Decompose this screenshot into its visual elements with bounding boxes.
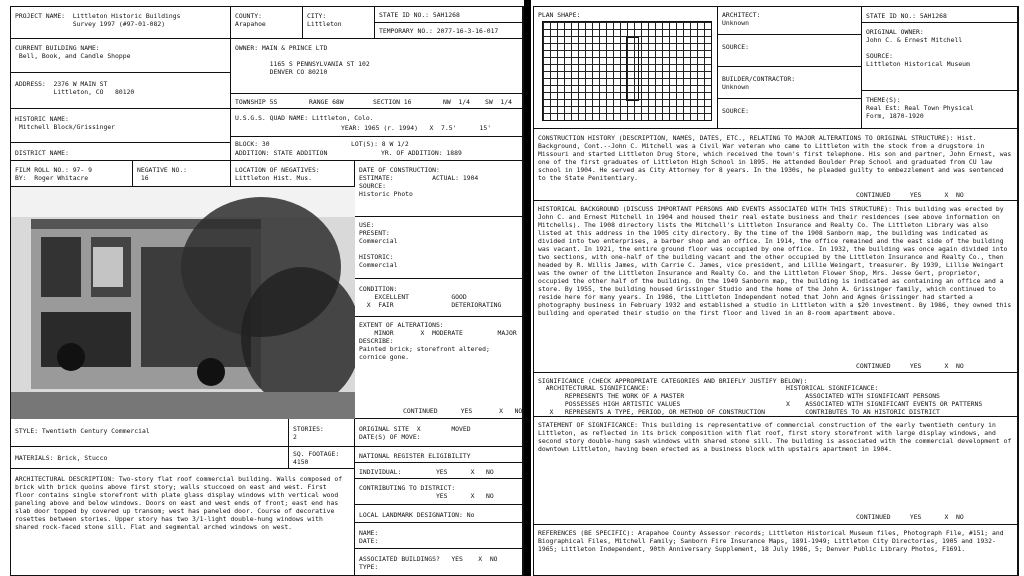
significance-header: SIGNIFICANCE (CHECK APPROPRIATE CATEGORIES AND BRIEFLY JUSTIFY BELOW): xyxy=(538,377,808,385)
historic-name: HISTORIC NAME: Mitchell Block/Grissinger xyxy=(15,115,116,131)
builder-box xyxy=(718,67,862,99)
historical-background-box xyxy=(534,201,1018,373)
negative-box xyxy=(133,161,231,187)
negative-no: NEGATIVE NO.: 16 xyxy=(137,166,188,182)
addition: ADDITION: STATE ADDITION xyxy=(235,149,328,157)
extent-of-alterations: EXTENT OF ALTERATIONS: MINOR X MODERATE MAJOR DESCRIBE: Painted brick; storefront altered; cornice gone. xyxy=(359,321,517,361)
state-id-2: STATE ID NO.: 5AH1268 xyxy=(866,12,947,20)
original-site: ORIGINAL SITE X MOVED DATE(S) OF MOVE: xyxy=(359,425,471,441)
architect-box xyxy=(718,7,862,35)
plan-shape-box xyxy=(534,7,718,129)
builder-contractor: BUILDER/CONTRACTOR: Unknown xyxy=(722,75,796,91)
district-name: DISTRICT NAME: xyxy=(15,149,69,157)
inventory-form-page-2 xyxy=(533,6,1019,576)
quad-year: YEAR: 1965 (r. 1994) X 7.5' 15' xyxy=(341,124,492,132)
use: USE: PRESENT: Commercial HISTORIC: Commercial xyxy=(359,221,398,269)
state-id-box xyxy=(375,7,523,23)
sq-footage: SQ. FOOTAGE: 4150 xyxy=(293,450,340,466)
arch-description-box xyxy=(11,469,355,576)
use-box xyxy=(355,217,523,279)
nw-quarter: NW 1/4 xyxy=(443,98,470,106)
continued-c: CONTINUED YES X NO xyxy=(856,513,964,521)
condition-box xyxy=(355,279,523,317)
individual: INDIVIDUAL: YES X NO xyxy=(359,468,494,476)
associated-buildings: ASSOCIATED BUILDINGS? YES X NO TYPE: xyxy=(359,555,498,571)
county-box xyxy=(231,7,303,39)
sw-quarter: SW 1/4 xyxy=(485,98,512,106)
page-divider xyxy=(524,0,531,576)
contributing-to-district: CONTRIBUTING TO DISTRICT: YES X NO xyxy=(359,484,494,500)
temporary-no: TEMPORARY NO.: 2077-16-3-16-017 xyxy=(379,27,499,35)
source-1: SOURCE: xyxy=(722,43,749,51)
nr-eligibility-box xyxy=(355,447,523,463)
historic-name-box xyxy=(11,109,231,143)
plan-footprint xyxy=(626,37,639,101)
yr-of-addition: YR. OF ADDITION: 1889 xyxy=(381,149,462,157)
construction-date: DATE OF CONSTRUCTION: ESTIMATE: ACTUAL: 1904 SOURCE: Historic Photo xyxy=(359,166,479,198)
city-box xyxy=(303,7,375,39)
associated-buildings-box xyxy=(355,549,523,576)
historical-background: HISTORICAL BACKGROUND (DISCUSS IMPORTANT PERSONS AND EVENTS ASSOCIATED WITH THIS STRUCTURE): This building was erected by John C. and Ernest Mitchell in 1904 and housed their real estate business and their residences (see above information on Mitchells). The 1908 directory lists the Mitchell's Littleton Insurance and Realty Co. The Littleton Library was also listed at this address in the 1905 city directory. By the time of the 1908 Sanborn map, the building was indicated as divided into two enterprises, a barber shop and an office. In 1914, the office remained and the east side of the building was vacant. In 1921, the entire ground floor was occupied by one office. In 1932, the building was once again divided into two sections, with one-half of the building vacant and the other occupied by the Littleton Insurance and Realty Co., then headed by R. Willis James, with Carrie C. James, vice president, and Lillie Weingart, treasurer. By 1939, Lillie Weingart was the owner of the Littleton Insurance and Realty Co. and the Littleton Flower Shop, Mrs. Jesse Gert, proprietor, occupied the other half of the building. On the 1949 Sanborn map, the building is indicated as containing an office and a store. By 1955, the building housed Grissinger Studio and the home of the John A. Grissinger family, which continued to reside here for many years. In 1986, the Littleton Independent noted that John and Agnes Grissinger had started a photography business in February 1932 and established a studio in Littleton with a $20 investment. By 1986, they owned this building and operated their studio on the first floor and lived in an 8-room apartment above. xyxy=(538,205,1012,317)
landmark-name-date: NAME: DATE: xyxy=(359,529,379,545)
continued-1: CONTINUED YES X NO xyxy=(403,407,523,415)
themes: THEME(S): Real Est: Real Town Physical Form, 1870-1920 xyxy=(866,96,974,120)
individual-box xyxy=(355,463,523,479)
current-name-box xyxy=(11,39,231,73)
source-1-box xyxy=(718,35,862,67)
film-roll-box xyxy=(11,161,133,187)
materials-box xyxy=(11,447,289,469)
landmark-name-date-box xyxy=(355,523,523,549)
quad-box xyxy=(231,109,523,137)
stories: STORIES: 2 xyxy=(293,425,324,441)
project-name: PROJECT NAME: Littleton Historic Buildings Survey 1997 (#97-01-082) xyxy=(15,12,181,28)
current-building-name: CURRENT BUILDING NAME: Bell, Book, and Candle Shoppe xyxy=(15,44,131,60)
alterations-box xyxy=(355,317,523,419)
materials: MATERIALS: Brick, Stucco xyxy=(15,454,108,462)
local-landmark-box xyxy=(355,505,523,523)
original-site-box xyxy=(355,419,523,447)
style-box xyxy=(11,419,289,447)
stories-box xyxy=(289,419,355,447)
significance-box xyxy=(534,373,1018,417)
range: RANGE 68W xyxy=(309,98,344,106)
township: TOWNSHIP 5S xyxy=(235,98,278,106)
owner-box xyxy=(231,39,523,94)
district-name-box xyxy=(11,143,231,161)
lots: LOT(S): 8 W 1/2 xyxy=(351,140,409,148)
construction-date-box xyxy=(355,161,523,217)
construction-history: CONSTRUCTION HISTORY (DESCRIPTION, NAMES, DATES, ETC., RELATING TO MAJOR ALTERATIONS TO ORIGINAL STRUCTURE): Hist. Background, Cont.--John C. Mitchell was a Civil War veteran who came to Littleton with the stock from a drugstore in Missouri and started Littleton Drug Store, which received the town's first telephone. His son and partner, John Ernest, was one of the first graduates of Littleton High School in 1895. He attended Boulder Prep School and graduated from CU law school in 1904. He served as City Attorney for 8 years. In the 1930s, he pleaded guilty to embezzlement and was sentenced to the State Penitentiary. xyxy=(538,134,1012,182)
block: BLOCK: 30 xyxy=(235,140,270,148)
plan-shape-label: PLAN SHAPE: xyxy=(538,11,581,19)
inventory-form-page-1 xyxy=(10,6,524,576)
film-roll: FILM ROLL NO.: 97- 9 BY: Roger Whitacre xyxy=(15,166,92,182)
building-photo xyxy=(11,187,355,419)
condition: CONDITION: EXCELLENT GOOD X FAIR DETERIORATING xyxy=(359,285,502,309)
township-box xyxy=(231,94,523,109)
county: COUNTY: Arapahoe xyxy=(235,12,266,28)
theme-box xyxy=(862,91,1018,129)
section: SECTION 16 xyxy=(373,98,412,106)
architect: ARCHITECT: Unknown xyxy=(722,11,761,27)
address-box xyxy=(11,73,231,109)
sq-footage-box xyxy=(289,447,355,469)
references-box xyxy=(534,525,1018,576)
state-id-box-2 xyxy=(862,7,1018,23)
city: CITY: Littleton xyxy=(307,12,342,28)
original-owner-box xyxy=(862,23,1018,91)
building-photo-image xyxy=(11,187,355,419)
address: ADDRESS: 2376 W MAIN ST Littleton, CO 80120 xyxy=(15,80,135,96)
construction-history-box xyxy=(534,129,1018,201)
source-2-box xyxy=(718,99,862,129)
architectural-description: ARCHITECTURAL DESCRIPTION: Two-story flat roof commercial building. Walls composed of brick with brick quoins above first story; walls stuccoed on east and west. First floor contains single storefront with plate glass display windows with vertical wood paneling above and below windows. Doors on east and west ends of front; east end has slab door topped by covered up transom; west has paneled door. Course of decorative rosettes between stories. Upper story has two 3/1-light double-hung windows with shared rock-faced stone sill. Flat and segmental arched windows on west. xyxy=(15,475,343,531)
references: REFERENCES (BE SPECIFIC): Arapahoe County Assessor records; Littleton Historical Museum files, Photograph File, #151; and Biographical Files, Mitchell Family; Sanborn Fire Insurance Maps, 1891-1949; Littleton City Directories, 1905 and 1932-1965; Littleton Independent, 90th Anniversary Supplement, 18 July 1986, 5; Denver Public Library Photos, F1691. xyxy=(538,529,1004,553)
temporary-no-box xyxy=(375,23,523,39)
style: STYLE: Twentieth Century Commercial xyxy=(15,427,150,435)
negative-location: LOCATION OF NEGATIVES: Littleton Hist. Mus. xyxy=(235,166,320,182)
historical-significance: HISTORICAL SIGNIFICANCE: ASSOCIATED WITH SIGNIFICANT PERSONS X ASSOCIATED WITH SIGNIFICANT EVENTS OR PATTERNS CONTRIBUTES TO AN HISTORIC DISTRICT xyxy=(786,384,983,416)
statement-box xyxy=(534,417,1018,525)
statement-of-significance: STATEMENT OF SIGNIFICANCE: This building is representative of commercial construction of the early twentieth century in Littleton, as reflected in its brick composition with flat roof, first story storefront with large display windows, and second story double-hung sash windows with shared stone sill. The building is associated with the commercial development of downtown Littleton, having been erected as a business block with upstairs apartment in 1904. xyxy=(538,421,1012,453)
continued-a: CONTINUED YES X NO xyxy=(856,191,964,199)
local-landmark: LOCAL LANDMARK DESIGNATION: No xyxy=(359,511,475,519)
state-id: STATE ID NO.: 5AH1268 xyxy=(379,11,460,19)
contributing-box xyxy=(355,479,523,505)
architectural-significance: ARCHITECTURAL SIGNIFICANCE: REPRESENTS THE WORK OF A MASTER POSSESSES HIGH ARTISTIC VALUES X REPRESENTS A TYPE, PERIOD, OR METHOD OF CONSTRUCTION xyxy=(545,384,766,416)
original-owner: ORIGINAL OWNER: John C. & Ernest Mitchell SOURCE: Littleton Historical Museum xyxy=(866,28,970,68)
block-box xyxy=(231,137,523,161)
owner: OWNER: MAIN & PRINCE LTD 1165 S PENNSYLVANIA ST 102 DENVER CO 80210 xyxy=(235,44,370,76)
source-2: SOURCE: xyxy=(722,107,749,115)
usgs-quad: U.S.G.S. QUAD NAME: Littleton, Colo. xyxy=(235,114,374,122)
project-name-box xyxy=(11,7,231,39)
continued-b: CONTINUED YES X NO xyxy=(856,362,964,370)
nr-eligibility: NATIONAL REGISTER ELIGIBILITY xyxy=(359,452,471,460)
neg-location-box xyxy=(231,161,355,187)
